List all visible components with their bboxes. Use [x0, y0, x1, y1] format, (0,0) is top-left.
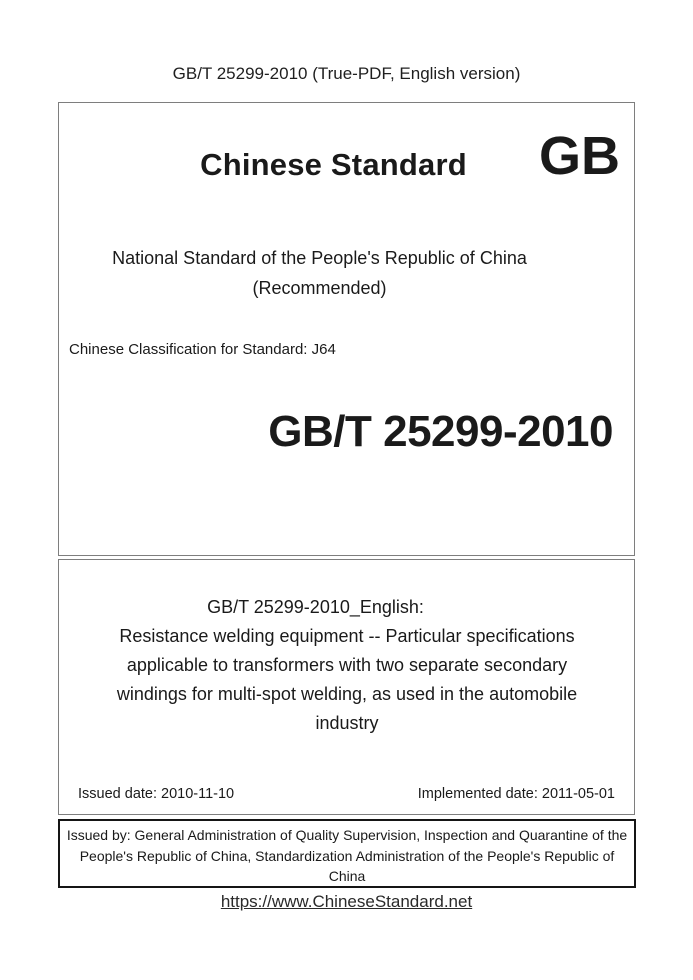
standard-description: Resistance welding equipment -- Particular specifications applicable to transformers with two separate secondary windings for multi-spot welding, as used in the automobile industry — [116, 626, 578, 733]
national-standard-subtitle — [59, 243, 634, 303]
standard-number: GB/T 25299-2010 — [268, 407, 613, 456]
issuer-box — [58, 819, 636, 888]
website-link[interactable]: https://www.ChineseStandard.net — [220, 892, 473, 911]
classification-label: Chinese Classification for Standard: J64 — [69, 341, 336, 358]
subtitle-line-1: National Standard of the People's Republic of China — [112, 248, 527, 268]
cover-box — [58, 102, 635, 556]
gb-logo: GB — [539, 126, 620, 186]
issuer-text: Issued by: General Administration of Quality Supervision, Inspection and Quarantine of the People's Republic of China, Standardization Administration of the People's Republic of China — [66, 827, 628, 884]
page-footer — [0, 892, 693, 912]
english-title-block — [59, 593, 634, 738]
dates-row — [59, 786, 634, 802]
page-header-title: GB/T 25299-2010 (True-PDF, English version) — [172, 64, 521, 83]
implemented-date: Implemented date: 2011-05-01 — [417, 786, 615, 802]
info-box — [58, 559, 635, 815]
english-title: GB/T 25299-2010_English: — [207, 597, 424, 617]
issuer-text-wrap — [60, 821, 634, 887]
issued-date: Issued date: 2010-11-10 — [78, 786, 235, 802]
brand-title: Chinese Standard — [200, 147, 467, 182]
subtitle-line-2: (Recommended) — [252, 278, 387, 298]
